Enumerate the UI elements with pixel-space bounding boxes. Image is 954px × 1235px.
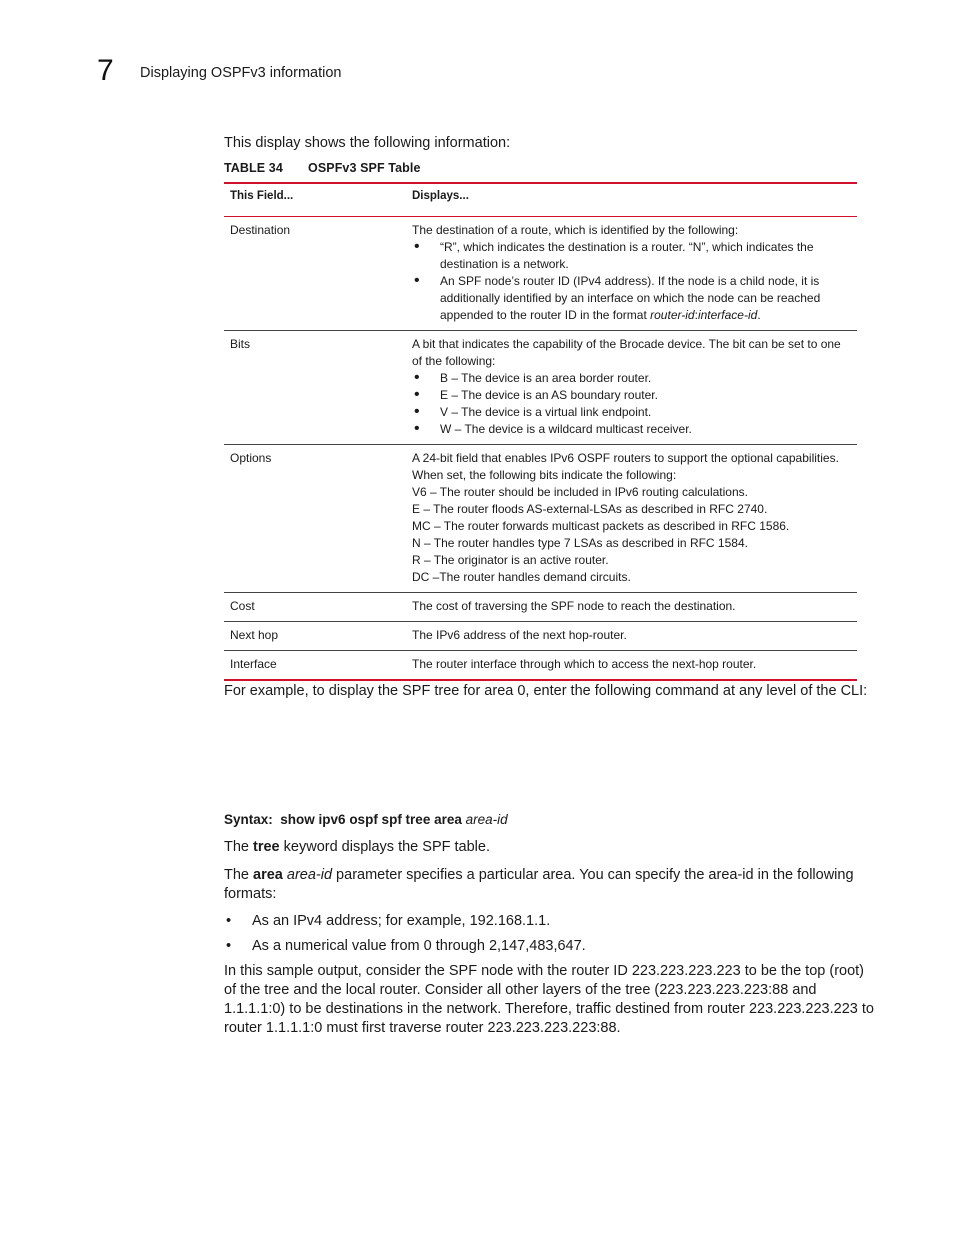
list-item: • E – The device is an AS boundary router. [412,387,851,404]
cell-text: The destination of a route, which is identified by the following: [412,223,739,237]
displays-cost: The cost of traversing the SPF node to reach the destination. [406,593,857,622]
table-title: OSPFv3 SPF Table [308,161,421,175]
area-paragraph [224,866,874,904]
col-header-displays: Displays... [406,183,857,217]
bullet-list [412,370,851,438]
option-line: R – The originator is an active router. [412,553,609,567]
chapter-number: 7 [97,54,114,87]
area-text-pre: The [224,867,254,883]
sample-paragraph: In this sample output, consider the SPF node with the router ID 223.223.223.223 to be the top (root) of the tree and the local router. Consider all other layers of the tree (223.223.223.223:88 and 1.1.1.1:0) to be destinations in the network. Therefore, traffic destined from router 223.223.223.223 to router 1.1.1.1:0 must first traverse router 223.223.223.223:88. [224,963,874,1036]
table-row [224,593,857,622]
col-header-field: This Field... [224,183,406,217]
option-line: N – The router handles type 7 LSAs as described in RFC 1584. [412,536,748,550]
list-item: • As a numerical value from 0 through 2,147,483,647. [224,937,874,956]
option-line: V6 – The router should be included in IPv6 routing calculations. [412,485,748,499]
example-text: For example, to display the SPF tree for area 0, enter the following command at any level of the CLI: [224,683,868,699]
displays-interface: The router interface through which to access the next-hop router. [406,651,857,681]
format-list [224,912,874,962]
field-options: Options [224,445,406,593]
displays-bits [406,331,857,445]
list-item: • As an IPv4 address; for example, 192.168.1.1. [224,912,874,931]
format-separator: : [694,308,698,322]
table-row [224,651,857,681]
displays-next-hop: The IPv6 address of the next hop-router. [406,622,857,651]
field-bits: Bits [224,331,406,445]
cell-text: A bit that indicates the capability of the Brocade device. The bit can be set to one of the following: [412,337,841,368]
field-next-hop: Next hop [224,622,406,651]
cell-text: A 24-bit field that enables IPv6 OSPF routers to support the optional capabilities. When set, the following bits indicate the following: [412,451,839,482]
table-row [224,445,857,593]
table-header-row [224,183,857,217]
table-row [224,622,857,651]
list-item: • W – The device is a wildcard multicast receiver. [412,421,851,438]
syntax-param: area-id [465,812,508,827]
syntax-label: Syntax: [224,812,273,827]
intro-text: This display shows the following information: [224,135,511,151]
tree-text-pre: The [224,839,254,855]
spf-table [224,182,857,681]
field-interface: Interface [224,651,406,681]
tree-paragraph [224,838,874,857]
table-label: TABLE 34 [224,161,283,175]
displays-destination [406,217,857,331]
option-line: E – The router floods AS-external-LSAs as described in RFC 2740. [412,502,768,516]
option-line: MC – The router forwards multicast packets as described in RFC 1586. [412,519,790,533]
list-item: • “R”, which indicates the destination is a router. “N”, which indicates the destination is a network. [412,239,851,273]
displays-options [406,445,857,593]
list-item: • B – The device is an area border router. [412,370,851,387]
syntax-command: show ipv6 ospf spf tree area [280,812,462,827]
list-item [412,273,851,324]
syntax-line [224,810,874,829]
table-row [224,217,857,331]
field-destination: Destination [224,217,406,331]
format-interface-id: interface-id [697,308,758,322]
area-param: area-id [286,867,333,883]
period: . [757,308,761,322]
table-row [224,331,857,445]
chapter-title: Displaying OSPFv3 information [140,65,342,81]
list-item-text: An SPF node’s router ID (IPv4 address). If the node is a child node, it is additionally identified by an interface on which the node can be reached appended to the router ID in the format [440,274,821,322]
field-cost: Cost [224,593,406,622]
area-text-post: parameter specifies a particular area. You can specify the area-id in the following formats: [224,867,854,902]
tree-keyword: tree [253,839,280,855]
table-caption [224,161,421,175]
area-keyword: area [253,867,283,883]
option-line: DC –The router handles demand circuits. [412,570,631,584]
list-item: • V – The device is a virtual link endpoint. [412,404,851,421]
format-router-id: router-id [650,308,695,322]
tree-text-post: keyword displays the SPF table. [279,839,490,855]
bullet-list [412,239,851,324]
